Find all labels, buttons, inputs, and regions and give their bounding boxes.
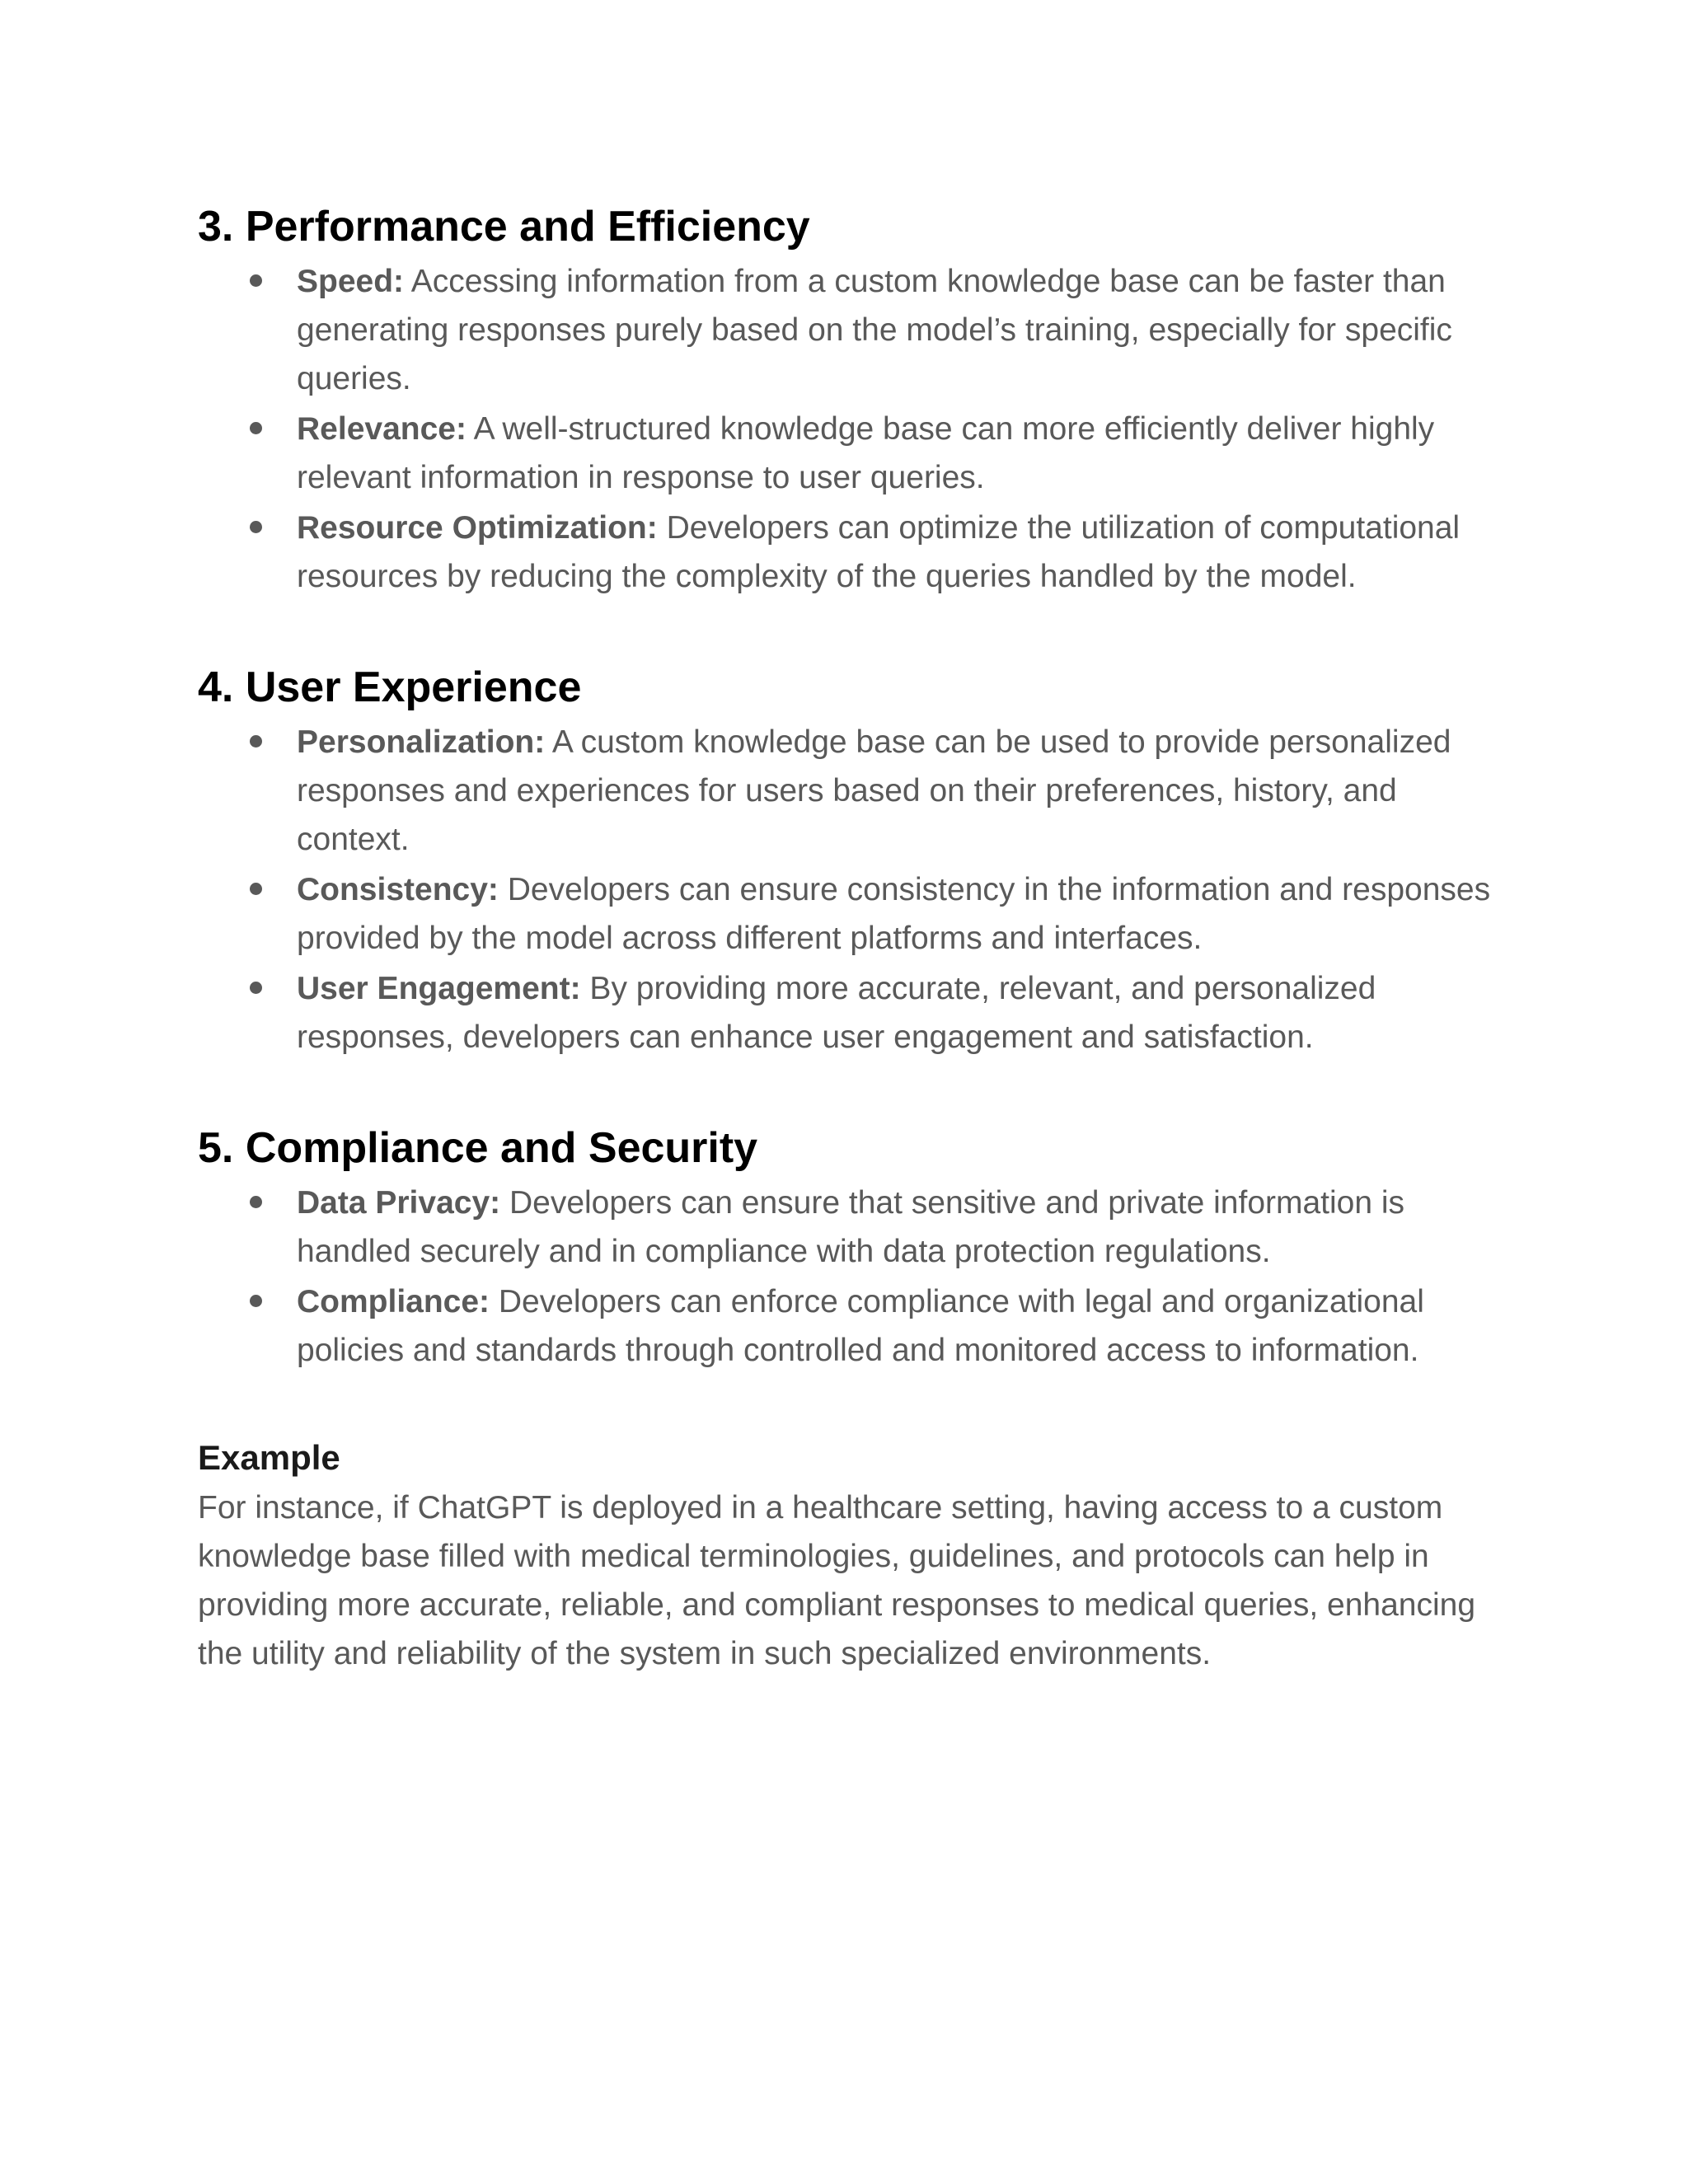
bullet-text: A well-structured knowledge base can more efficiently deliver highly relevant information in response to user queries. <box>297 411 1435 495</box>
section-heading: 3. Performance and Efficiency <box>198 203 810 251</box>
section-heading: 4. User Experience <box>198 663 582 711</box>
section-heading: 5. Compliance and Security <box>198 1124 758 1172</box>
bullet-text: Developers can ensure consistency in the information and responses provided by the model across different platforms and interfaces. <box>297 872 1491 956</box>
bullet-term: Data Privacy: <box>297 1185 501 1221</box>
bullet-icon <box>250 982 262 994</box>
list-item <box>198 504 1500 601</box>
bullet-term: Compliance: <box>297 1284 490 1319</box>
list-item <box>198 257 1500 403</box>
bullet-term: Resource Optimization: <box>297 510 658 546</box>
list-item <box>198 718 1500 864</box>
bullet-term: Consistency: <box>297 872 499 907</box>
list-item <box>198 1277 1500 1375</box>
example-section <box>198 1432 1500 1678</box>
list-item <box>198 1179 1500 1276</box>
bullet-text: A custom knowledge base can be used to provide personalized responses and experiences for users based on their preferences, history, and context. <box>297 724 1451 857</box>
bullet-list <box>198 257 1500 601</box>
bullet-icon <box>250 422 262 434</box>
bullet-text: Accessing information from a custom knowledge base can be faster than generating responses purely based on the model’s training, especially for specific queries. <box>297 264 1452 396</box>
bullet-term: Personalization: <box>297 724 546 760</box>
section-performance-efficiency <box>198 198 1500 601</box>
section-compliance-security <box>198 1119 1500 1375</box>
bullet-icon <box>250 735 262 748</box>
bullet-icon <box>250 521 262 533</box>
bullet-icon <box>250 1196 262 1208</box>
bullet-text: Developers can enforce compliance with legal and organizational policies and standards through controlled and monitored access to information. <box>297 1284 1424 1368</box>
bullet-icon <box>250 1295 262 1307</box>
bullet-term: Speed: <box>297 264 405 299</box>
bullet-list <box>198 718 1500 1062</box>
bullet-text: Developers can optimize the utilization of computational resources by reducing the complexity of the queries handled by the model. <box>297 510 1461 594</box>
bullet-icon <box>250 883 262 895</box>
section-user-experience <box>198 658 1500 1062</box>
example-heading: Example <box>198 1438 340 1477</box>
bullet-text: By providing more accurate, relevant, and personalized responses, developers can enhance user engagement and satisfaction. <box>297 971 1376 1055</box>
list-item <box>198 405 1500 502</box>
list-item <box>198 964 1500 1062</box>
bullet-text: Developers can ensure that sensitive and private information is handled securely and in compliance with data protection regulations. <box>297 1185 1405 1269</box>
example-paragraph: For instance, if ChatGPT is deployed in a healthcare setting, having access to a custom knowledge base filled with medical terminologies, guidelines, and protocols can help in providing more accurate, reliable, and compliant responses to medical queries, enhancing the utility and reliability of the system in such specialized environments. <box>198 1490 1476 1671</box>
list-item <box>198 865 1500 963</box>
bullet-list <box>198 1179 1500 1375</box>
document-content <box>198 198 1500 1678</box>
bullet-term: Relevance: <box>297 411 467 447</box>
bullet-icon <box>250 274 262 287</box>
bullet-term: User Engagement: <box>297 971 581 1006</box>
